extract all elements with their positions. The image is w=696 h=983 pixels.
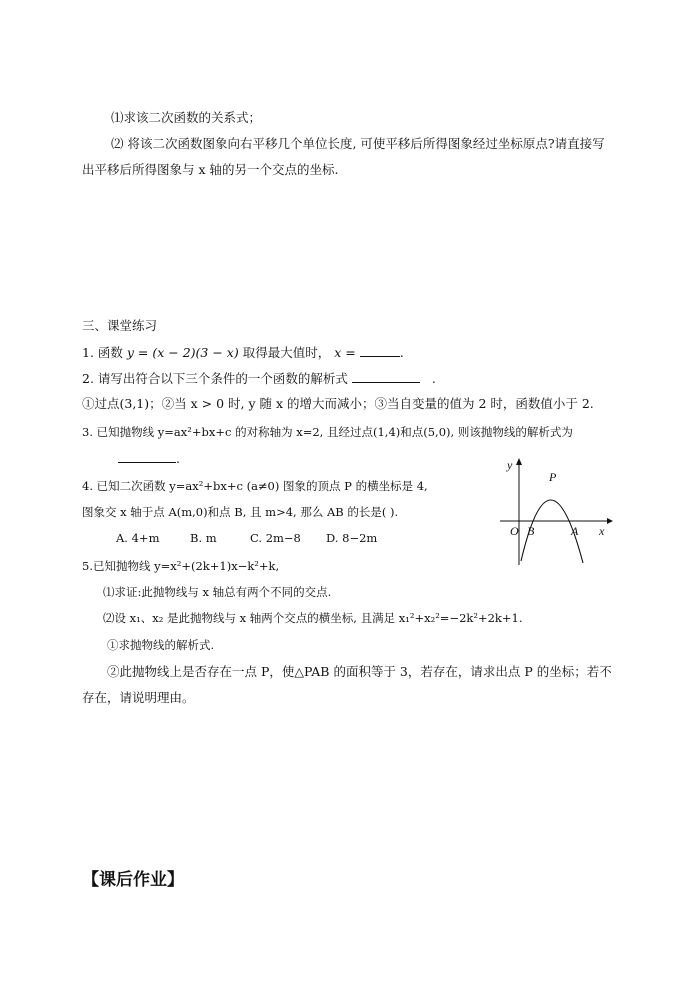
y-axis-arrow — [516, 458, 522, 465]
x-axis-arrow — [607, 518, 613, 524]
point-a-label: A — [571, 524, 579, 538]
section-title: 三、课堂练习 — [82, 318, 158, 333]
q1-prefix: 1. 函数 — [82, 345, 123, 360]
q4-option-d: D. 8−2m — [326, 531, 378, 545]
q1-formula: y = (x − 2)(3 − x) — [126, 345, 239, 360]
q1-answer-blank[interactable] — [360, 344, 400, 357]
q1-end: . — [399, 345, 404, 360]
y-axis-label: y — [507, 458, 513, 472]
vertex-label: P — [549, 470, 557, 484]
q3-line1: 3. 已知抛物线 y=ax²+bx+c 的对称轴为 x=2, 且经过点(1,4)和点(5,0), 则该抛物线的解析式为 — [82, 425, 573, 439]
q5-line1: 5.已知抛物线 y=x²+(2k+1)x−k²+k, — [82, 559, 280, 573]
question-2 — [82, 370, 436, 387]
origin-label: O — [510, 524, 519, 538]
q5-part2: ⑵设 x₁、x₂ 是此抛物线与 x 轴两个交点的横坐标, 且满足 x₁²+x₂²=−2k²+2k+1. — [103, 611, 523, 625]
q4-line2: 图象交 x 轴于点 A(m,0)和点 B, 且 m>4, 那么 AB 的长是( ). — [82, 505, 399, 519]
q3-line2 — [118, 450, 180, 467]
q2-text: 2. 请写出符合以下三个条件的一个函数的解析式 — [82, 371, 348, 386]
x-axis-label: x — [599, 524, 605, 538]
q2-end: . — [431, 371, 436, 386]
q1-eq: = — [345, 345, 356, 360]
prev-part1: ⑴求该二次函数的关系式； — [111, 110, 262, 125]
q4-option-b: B. m — [190, 531, 217, 545]
q4-option-c: C. 2m−8 — [250, 531, 301, 545]
question-1 — [82, 344, 404, 361]
homework-title: 【课后作业】 — [82, 870, 184, 890]
prev-part2-line2: 出平移后所得图象与 x 轴的另一个交点的坐标. — [82, 162, 339, 177]
q2-answer-blank[interactable] — [352, 370, 420, 383]
q2-conditions: ①过点(3,1)；②当 x > 0 时, y 随 x 的增大而减小；③当自变量的值为 2 时，函数值小于 2. — [82, 396, 594, 411]
q3-end: . — [176, 451, 180, 466]
q5-part2a: ①求抛物线的解析式. — [107, 638, 215, 652]
parabola-graph — [495, 455, 615, 567]
q5-part2b-line1: ②此抛物线上是否存在一点 P，使△PAB 的面积等于 3，若存在，请求出点 P 的坐标；若不 — [107, 664, 612, 679]
q1-mid: 取得最大值时， — [242, 345, 331, 360]
prev-part2-line1: ⑵ 将该二次函数图象向右平移几个单位长度, 可使平移后所得图象经过坐标原点?请直接写 — [111, 136, 605, 151]
q4-line1: 4. 已知二次函数 y=ax²+bx+c (a≠0) 图象的顶点 P 的横坐标是 4, — [82, 479, 428, 493]
point-b-label: B — [527, 524, 535, 538]
q5-part2b-line2: 存在，请说明理由。 — [82, 690, 195, 705]
q4-option-a: A. 4+m — [116, 531, 160, 545]
q5-part1: ⑴求证:此抛物线与 x 轴总有两个不同的交点. — [103, 585, 332, 599]
q1-var: x — [334, 345, 342, 360]
q3-answer-blank[interactable] — [118, 450, 176, 463]
